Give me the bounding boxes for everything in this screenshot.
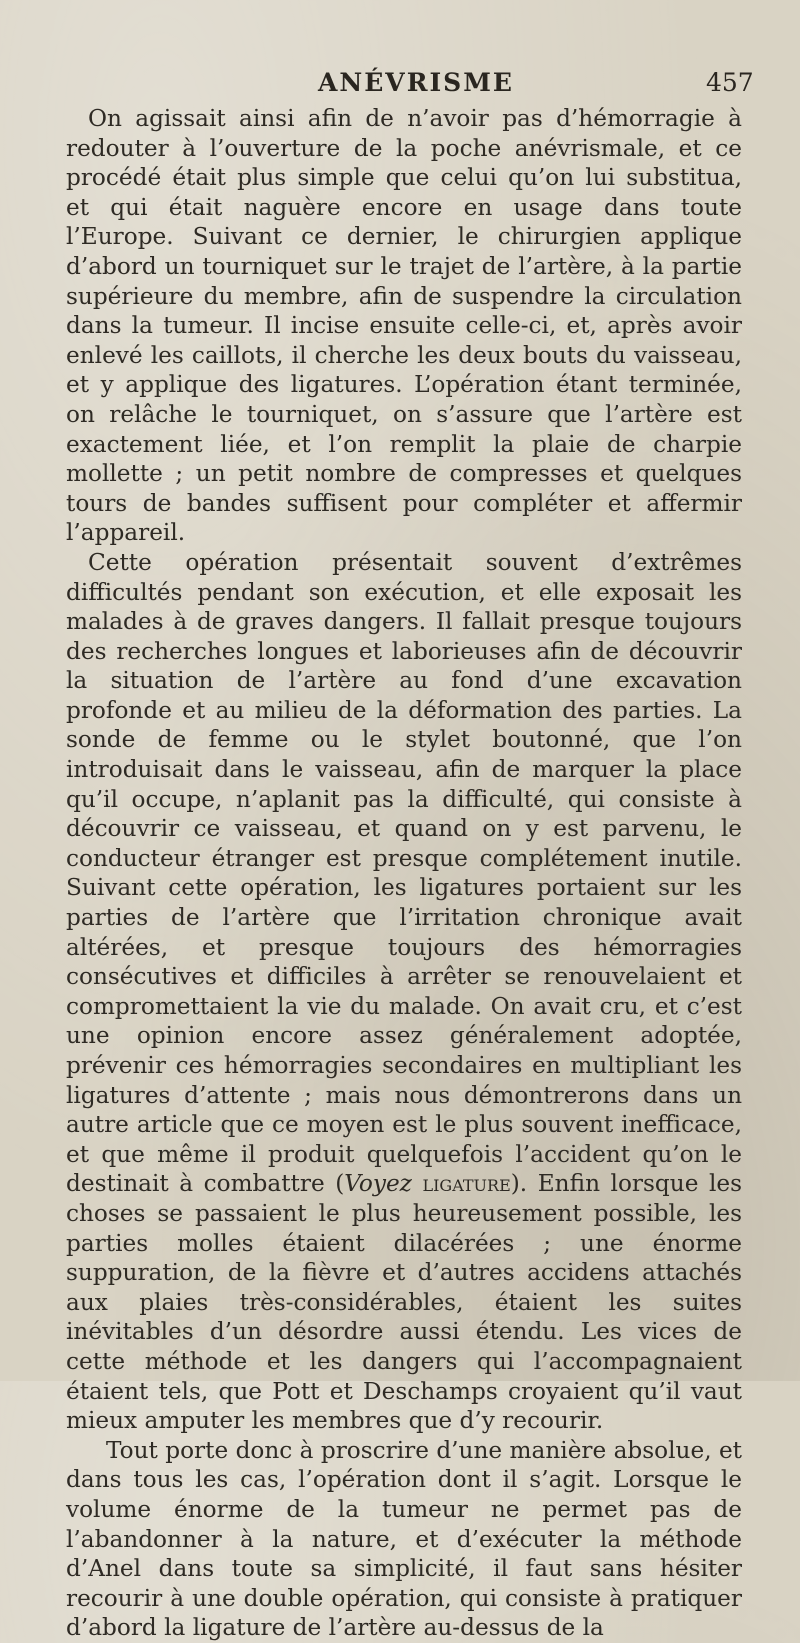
cross-reference-target: ligature: [422, 1170, 511, 1198]
paragraph-3-text: Tout porte donc à proscrire d’une manière absolue, et dans tous les cas, l’opération dont il s’agit. Lorsque le volume énorme de la tumeur ne permet pas de l’abandonner à la nature, et d’exécuter la méthode d’Anel dans toute sa simplicité, il faut sans hésiter recourir à une double opération, qui consiste à pratiquer d’abord la ligature de l’artère au-dessus de la: [66, 1436, 742, 1642]
body-text: [66, 104, 742, 1643]
paragraph-2: [66, 548, 742, 1436]
paragraph-2-text-after-ref: ). Enfin lorsque les choses se passaient le plus heureusement possible, les parties molles étaient dilacérées ; une énorme suppuration, de la fièvre et d’autres accidens attachés aux plaies très-considérables, étaient les suites inévitables d’un désordre aussi étendu. Les vices de cette méthode et les dangers qui l’accompagnaient étaient tels, que Pott et Deschamps croyaient qu’il vaut mieux amputer les membres que d’y recourir.: [66, 1170, 743, 1435]
paragraph-2-text-before-ref: Cette opération présentait souvent d’extrêmes difficultés pendant son exécution, et elle exposait les malades à de graves dangers. Il fallait presque toujours des recherches longues et laborieuses afin de découvrir la situation de l’artère au fond d’une excavation profonde et au milieu de la déformation des parties. La sonde de femme ou le stylet boutonné, que l’on introduisait dans le vaisseau, afin de marquer la place qu’il occupe, n’aplanit pas la difficulté, qui consiste à découvrir ce vaisseau, et quand on y est parvenu, le conducteur étranger est presque complétement inutile. Suivant cette opération, les ligatures portaient sur les parties de l’artère que l’irritation chronique avait altérées, et presque toujours des hémorragies consécutives et difficiles à arrêter se renouvelaient et compromettaient la vie du malade. On avait cru, et c’est une opinion encore assez généralement adoptée, prévenir ces hémorragies secondaires en multipliant les ligatures d’attente ; mais nous démontrerons dans un autre article que ce moyen est le plus souvent inefficace, et que même il produit quelquefois l’accident qu’on le destinait à combattre (: [66, 548, 742, 1198]
running-head: [0, 68, 800, 98]
paragraph-3: [66, 1436, 742, 1643]
paragraph-1: [66, 104, 742, 548]
paragraph-1-text: On agissait ainsi afin de n’avoir pas d’hémorragie à redouter à l’ouverture de la poche anévrismale, et ce procédé était plus simple que celui qu’on lui substitua, et qui était naguère encore en usage dans toute l’Europe. Suivant ce dernier, le chirurgien applique d’abord un tourniquet sur le trajet de l’artère, à la partie supérieure du membre, afin de suspendre la circulation dans la tumeur. Il incise ensuite celle-ci, et, après avoir enlevé les caillots, il cherche les deux bouts du vaisseau, et y applique des ligatures. L’opération étant terminée, on relâche le tourniquet, on s’assure que l’artère est exactement liée, et l’on remplit la plaie de charpie mollette ; un petit nombre de compresses et quelques tours de bandes suffisent pour compléter et affermir l’appareil.: [66, 105, 742, 547]
cross-reference-voyez: Voyez: [344, 1170, 412, 1198]
running-title: ANÉVRISME: [318, 68, 514, 97]
page-number: 457: [706, 68, 754, 97]
